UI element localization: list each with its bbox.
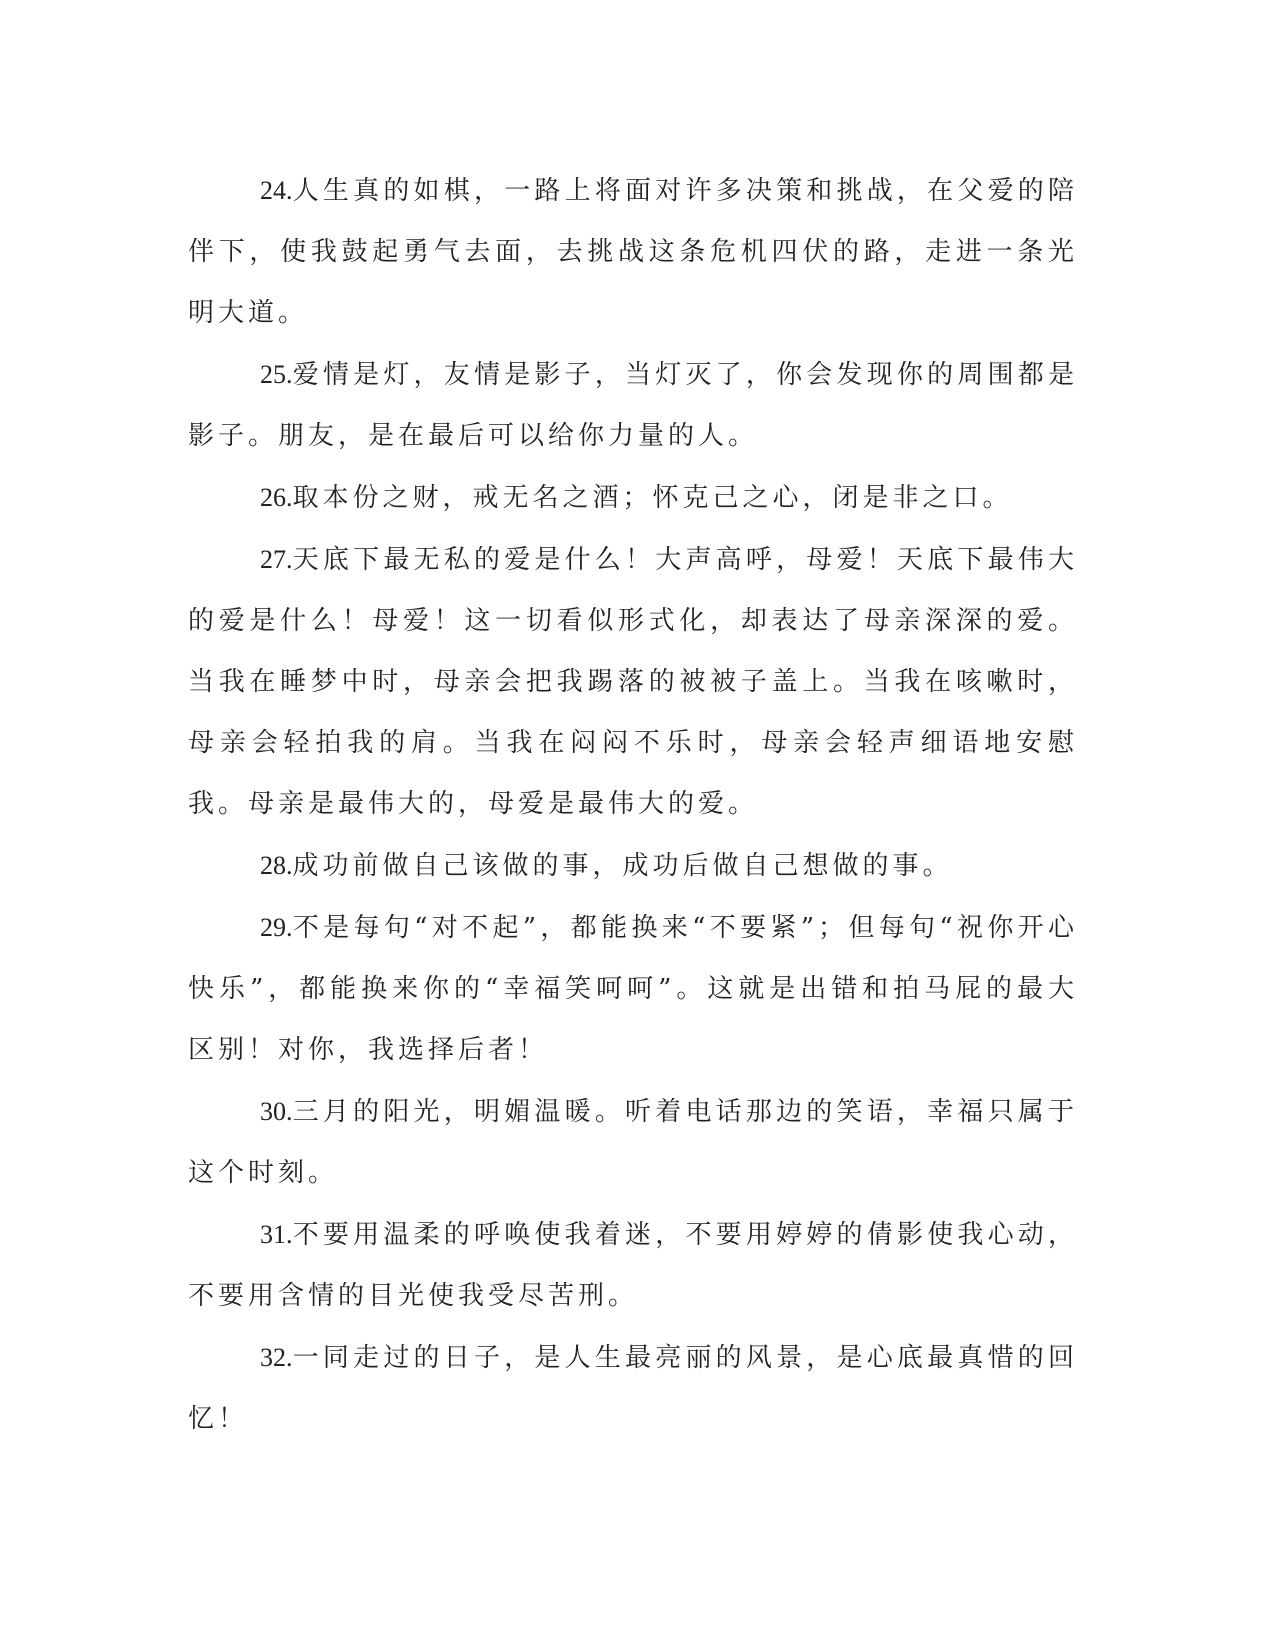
paragraph-text: 人生真的如棋，一路上将面对许多决策和挑战，在父爱的陪伴下，使我鼓起勇气去面，去挑战这条危机四伏的路，走进一条光明大道。 bbox=[188, 176, 1078, 328]
paragraph-text: 成功前做自己该做的事，成功后做自己想做的事。 bbox=[292, 851, 953, 881]
paragraph-text: 不是每句“对不起”，都能换来“不要紧”；但每句“祝你开心快乐”，都能换来你的“幸福笑呵呵”。这就是出错和拍马屁的最大区别！对你，我选择后者！ bbox=[188, 913, 1078, 1065]
paragraph-30 bbox=[188, 1081, 1078, 1204]
paragraph-number: 25. bbox=[260, 360, 293, 389]
paragraph-28 bbox=[188, 835, 1078, 897]
paragraph-27 bbox=[188, 529, 1078, 835]
paragraph-24 bbox=[188, 160, 1078, 344]
paragraph-text: 三月的阳光，明媚温暖。听着电话那边的笑语，幸福只属于这个时刻。 bbox=[188, 1097, 1078, 1188]
paragraph-text: 取本份之财，戒无名之酒；怀克己之心，闭是非之口。 bbox=[292, 483, 1013, 513]
paragraph-text: 天底下最无私的爱是什么！大声高呼，母爱！天底下最伟大的爱是什么！母爱！这一切看似形式化，却表达了母亲深深的爱。当我在睡梦中时，母亲会把我踢落的被被子盖上。当我在咳嗽时，母亲会轻拍我的肩。当我在闷闷不乐时，母亲会轻声细语地安慰我。母亲是最伟大的，母爱是最伟大的爱。 bbox=[188, 545, 1078, 819]
paragraph-number: 27. bbox=[260, 545, 293, 574]
paragraph-text: 爱情是灯，友情是影子，当灯灭了，你会发现你的周围都是影子。朋友，是在最后可以给你力量的人。 bbox=[188, 360, 1078, 451]
paragraph-number: 30. bbox=[260, 1097, 293, 1126]
paragraph-number: 26. bbox=[260, 483, 293, 512]
paragraph-text: 不要用温柔的呼唤使我着迷，不要用婷婷的倩影使我心动，不要用含情的目光使我受尽苦刑。 bbox=[188, 1220, 1078, 1311]
paragraph-number: 31. bbox=[260, 1220, 293, 1249]
paragraph-32 bbox=[188, 1327, 1078, 1450]
paragraph-29 bbox=[188, 897, 1078, 1081]
paragraph-26 bbox=[188, 467, 1078, 529]
paragraph-text: 一同走过的日子，是人生最亮丽的风景，是心底最真惜的回忆！ bbox=[188, 1343, 1078, 1434]
paragraph-number: 28. bbox=[260, 851, 293, 880]
paragraph-number: 32. bbox=[260, 1343, 293, 1372]
paragraph-number: 29. bbox=[260, 913, 293, 942]
paragraph-25 bbox=[188, 344, 1078, 467]
paragraph-31 bbox=[188, 1204, 1078, 1327]
document-body bbox=[188, 160, 1078, 1450]
paragraph-number: 24. bbox=[260, 176, 293, 205]
